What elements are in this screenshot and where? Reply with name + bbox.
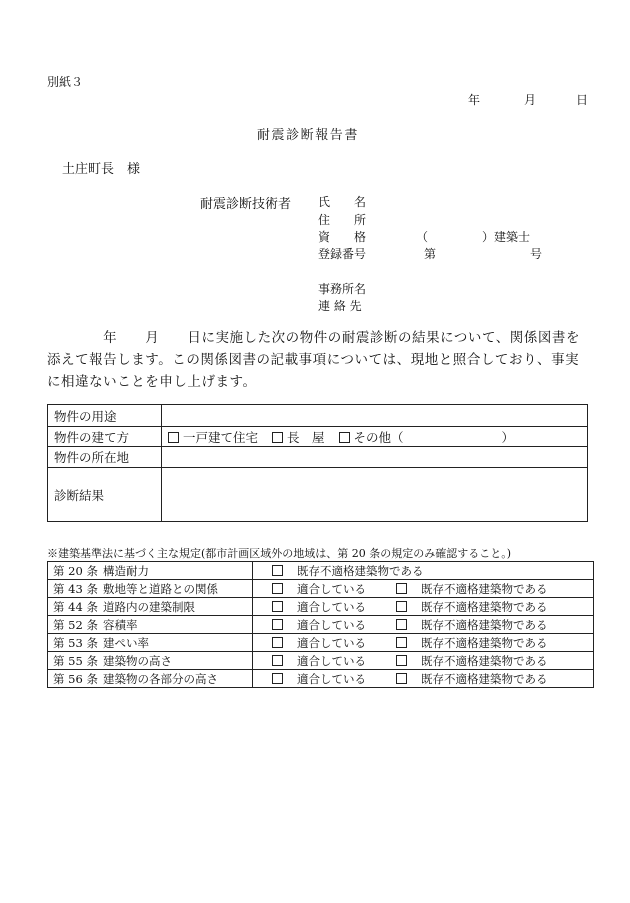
rule-row — [48, 634, 594, 652]
rule-article-cell — [48, 598, 253, 616]
other-checkbox[interactable] — [339, 432, 350, 443]
table-row — [48, 405, 588, 427]
other-option-label: その他（ — [353, 429, 404, 445]
name-label: 氏 名 — [318, 195, 367, 209]
date-month: 月 — [524, 93, 537, 107]
rule-article-cell — [48, 652, 253, 670]
detached-option-label: 一戸建て住宅 — [183, 429, 259, 445]
qualification-suffix: ）建築士 — [482, 230, 531, 244]
rule-article: 第 20 条 — [53, 563, 98, 578]
property-table — [47, 404, 588, 522]
table-row — [48, 447, 588, 468]
rule-article: 第 43 条 — [53, 581, 98, 596]
rule-option2-label: 既存不適格建築物である — [421, 671, 548, 686]
location-value[interactable] — [162, 447, 588, 468]
technician-heading: 耐震診断技術者 — [200, 197, 292, 212]
page-title: 耐震診断報告書 — [257, 128, 359, 143]
rule-article-cell — [48, 634, 253, 652]
rule-option2-checkbox[interactable] — [396, 655, 407, 666]
row-house-checkbox[interactable] — [272, 432, 283, 443]
rule-option1-label: 適合している — [297, 653, 366, 668]
rules-note: ※建築基準法に基づく主な規定(都市計画区域外の地域は、第 20 条の規定のみ確認すること。) — [47, 547, 512, 560]
attachment-label: 別紙３ — [47, 75, 84, 89]
rule-options-cell — [253, 670, 594, 688]
rule-row — [48, 598, 594, 616]
date-day: 日 — [576, 93, 589, 107]
qualification-paren-open: （ — [416, 230, 429, 244]
result-value[interactable] — [162, 468, 588, 522]
rule-article-cell — [48, 562, 253, 580]
rule-name: 道路内の建築制限 — [102, 599, 195, 614]
rule-option2-label: 既存不適格建築物である — [421, 635, 548, 650]
usage-label: 物件の用途 — [48, 405, 162, 427]
rule-option2-label: 既存不適格建築物である — [421, 653, 548, 668]
registration-label: 登録番号 — [318, 247, 367, 261]
rule-option1-label: 既存不適格建築物である — [297, 563, 424, 578]
rule-row — [48, 652, 594, 670]
rule-article: 第 52 条 — [53, 617, 98, 632]
detached-checkbox[interactable] — [168, 432, 179, 443]
rule-option1-label: 適合している — [297, 599, 366, 614]
location-label: 物件の所在地 — [48, 447, 162, 468]
rule-option1-checkbox[interactable] — [272, 673, 283, 684]
address-label: 住 所 — [318, 213, 367, 227]
contact-label: 連 絡 先 — [318, 299, 362, 313]
rule-article-cell — [48, 670, 253, 688]
rule-article-cell — [48, 580, 253, 598]
registration-prefix: 第 — [424, 247, 437, 261]
rule-name: 敷地等と道路との関係 — [102, 581, 218, 596]
row-house-option-label: 長 屋 — [287, 429, 325, 445]
rule-row — [48, 616, 594, 634]
rule-option2-label: 既存不適格建築物である — [421, 599, 548, 614]
rule-article: 第 56 条 — [53, 671, 98, 686]
rule-name: 構造耐力 — [102, 563, 149, 578]
rule-option1-checkbox[interactable] — [272, 583, 283, 594]
rule-option1-checkbox[interactable] — [272, 565, 283, 576]
rule-options-cell — [253, 598, 594, 616]
rules-table — [47, 561, 594, 688]
other-option-close: ） — [501, 429, 515, 445]
date-line — [468, 91, 588, 108]
rule-option2-label: 既存不適格建築物である — [421, 617, 548, 632]
rule-name: 容積率 — [102, 617, 138, 632]
rule-name: 建築物の高さ — [102, 653, 172, 668]
table-row — [48, 427, 588, 447]
rule-name: 建ぺい率 — [102, 635, 149, 650]
rule-option1-label: 適合している — [297, 581, 366, 596]
rule-option1-checkbox[interactable] — [272, 637, 283, 648]
result-label: 診断結果 — [48, 468, 162, 522]
rule-article: 第 53 条 — [53, 635, 98, 650]
rule-options-cell — [253, 616, 594, 634]
date-year: 年 — [468, 93, 481, 107]
qualification-label: 資 格 — [318, 230, 367, 244]
table-row — [48, 468, 588, 522]
rule-options-cell — [253, 634, 594, 652]
rule-name: 建築物の各部分の高さ — [102, 671, 218, 686]
rule-option1-label: 適合している — [297, 671, 366, 686]
rule-option1-label: 適合している — [297, 635, 366, 650]
rule-article-cell — [48, 616, 253, 634]
rule-row — [48, 670, 594, 688]
usage-value[interactable] — [162, 405, 588, 427]
rule-option2-checkbox[interactable] — [396, 583, 407, 594]
rule-option2-label: 既存不適格建築物である — [421, 581, 548, 596]
rule-article: 第 44 条 — [53, 599, 98, 614]
rule-row — [48, 562, 594, 580]
rule-option1-checkbox[interactable] — [272, 601, 283, 612]
addressee: 土庄町長 様 — [62, 162, 141, 177]
building-type-options — [162, 427, 588, 447]
rule-option2-checkbox[interactable] — [396, 601, 407, 612]
registration-suffix: 号 — [530, 247, 543, 261]
rule-option1-label: 適合している — [297, 617, 366, 632]
rule-options-cell — [253, 652, 594, 670]
report-statement: 年 月 日に実施した次の物件の耐震診断の結果について、関係図書を添えて報告します。この関係図書の記載事項については、現地と照合しており、事実に相違ないことを申し上げます。 — [47, 330, 580, 390]
building-type-label: 物件の建て方 — [48, 427, 162, 447]
rule-options-cell — [253, 562, 594, 580]
office-label: 事務所名 — [318, 282, 367, 296]
rule-option2-checkbox[interactable] — [396, 637, 407, 648]
rule-row — [48, 580, 594, 598]
rule-option2-checkbox[interactable] — [396, 673, 407, 684]
rule-article: 第 55 条 — [53, 653, 98, 668]
rule-options-cell — [253, 580, 594, 598]
rule-option1-checkbox[interactable] — [272, 655, 283, 666]
rule-option1-checkbox[interactable] — [272, 619, 283, 630]
rule-option2-checkbox[interactable] — [396, 619, 407, 630]
